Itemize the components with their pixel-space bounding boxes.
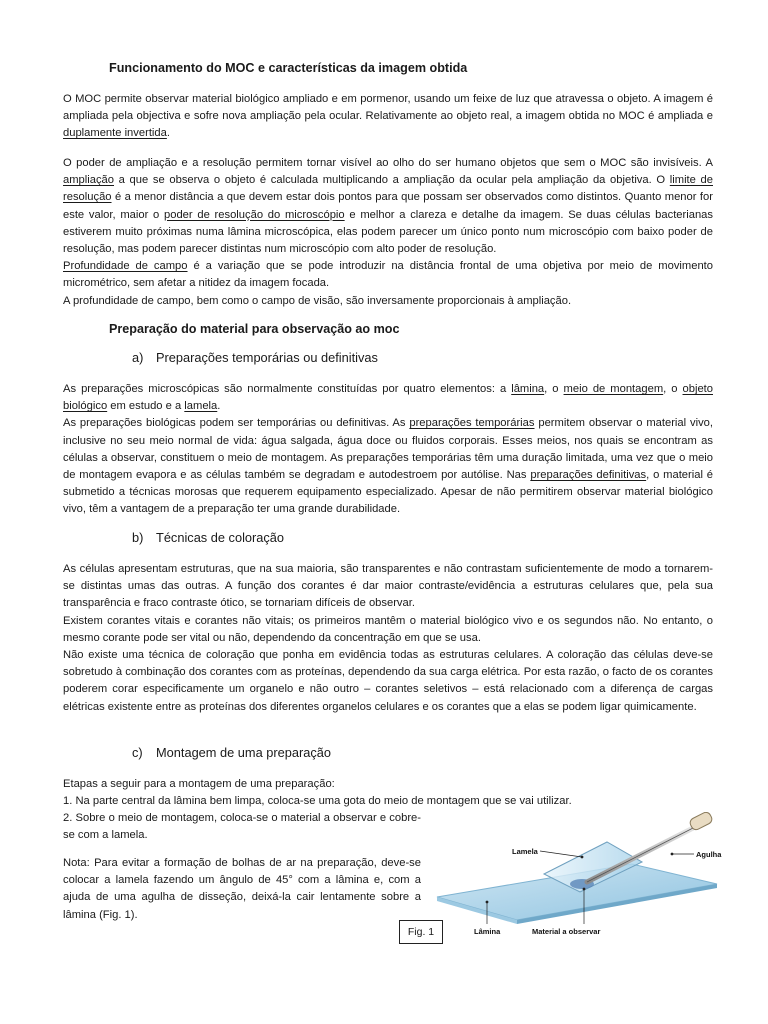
figure-label-lamela: Lamela bbox=[512, 847, 538, 856]
subheading-c: c) Montagem de uma preparação bbox=[132, 745, 331, 760]
figure-label-material: Material a observar bbox=[532, 927, 601, 936]
paragraph-tecnica-coloracao: Não existe uma técnica de coloração que ponha em evidência todas as estruturas celulares. A coloração das células deve-se sobretudo à combinação dos corantes com as proteínas, dependendo da sua carga elétrica. Por esta razão, o facto de os corantes poderem corar especificamente um organelo e não outro – corantes seletivos – está relacionado com a diferença de cargas elétricas existente entre as proteínas dos diferentes organelos celulares e os corantes que a elas se podem ligar quimicamente. bbox=[63, 649, 713, 713]
paragraph-proporcionais: A profundidade de campo, bem como o campo de visão, são inversamente proporcionais à ampliação. bbox=[63, 294, 572, 307]
list-item-step-2: 2. Sobre o meio de montagem, coloca-se o material a observar e cobre-se com a lamela. bbox=[63, 812, 421, 842]
paragraph-elementos: As preparações microscópicas são normalmente constituídas por quatro elementos: a lâmina, o meio de montagem, o objeto biológico em estudo e a lamela. bbox=[63, 383, 713, 413]
paragraph-block-preparacoes bbox=[63, 381, 713, 519]
paragraph-moc-intro: O MOC permite observar material biológico ampliado e em pormenor, usando um feixe de luz que atravessa o objeto. A imagem é ampliada pela objectiva e sofre nova ampliação pela ocular. Relativamente ao objeto real, a imagem obtida no MOC é ampliada e duplamente invertida. bbox=[63, 93, 713, 140]
paragraph-block-coloracao bbox=[63, 561, 713, 716]
paragraph-block-montagem bbox=[63, 776, 713, 810]
paragraph-nota: Nota: Para evitar a formação de bolhas de ar na preparação, deve-se colocar a lamela fazendo um ângulo de 45° com a lâmina e, com a ajuda de uma agulha de disseção, deixá-la cair lentamente sobre a lâmina (Fig. 1). bbox=[63, 857, 421, 921]
section-title-preparacao: Preparação do material para observação ao moc bbox=[109, 322, 400, 336]
figure-label-lamina: Lâmina bbox=[474, 927, 501, 936]
figure-label-agulha: Agulha bbox=[696, 850, 722, 859]
list-item-step-1: 1. Na parte central da lâmina bem limpa, coloca-se uma gota do meio de montagem que se vai utilizar. bbox=[63, 795, 572, 808]
paragraph-corantes-vitais: Existem corantes vitais e corantes não vitais; os primeiros mantêm o material biológico vivo e os segundos não. No entanto, o mesmo corante pode ser vital ou não, dependendo da concentração em que se usa. bbox=[63, 614, 713, 644]
subheading-b: b) Técnicas de coloração bbox=[132, 530, 285, 545]
paragraph-etapas: Etapas a seguir para a montagem de uma preparação: bbox=[63, 778, 335, 790]
section-title: Funcionamento do MOC e características da imagem obtida bbox=[109, 61, 468, 75]
figure-slide-illustration bbox=[432, 812, 722, 942]
subheading-a: a) Preparações temporárias ou definitivas bbox=[132, 350, 378, 365]
paragraph-temporarias-definitivas: As preparações biológicas podem ser temporárias ou definitivas. As preparações temporárias permitem observar o material vivo, inclusive no seu meio normal de vida: água salgada, água doce ou fluidos corporais. Esses meios, nos quais se encontram as células a observar, constituem o meio de montagem. As preparações temporárias têm uma duração limitada, uma vez que o meio de montagem evapora e as células também se degradam e autodestroem por autólise. Nas preparações definitivas, o material é submetido a técnicas morosas que requerem equipamento especializado. Apesar de não permitirem observar material biológico vivo, têm a vantagem de a preparação ter uma grande durabilidade. bbox=[63, 417, 714, 516]
paragraph-estruturas: As células apresentam estruturas, que na sua maioria, são transparentes e não contrastam suficientemente de modo a tornarem-se distintas umas das outras. A função dos corantes é dar maior contraste/evidência a estruturas celulares que, pela sua transparência e fraco contraste ótico, se tornariam difíceis de observar. bbox=[63, 563, 713, 610]
paragraph-block-resolution bbox=[63, 155, 713, 310]
paragraph-profundidade: Profundidade de campo é a variação que se pode introduzir na distância frontal de uma objetiva por meio de movimento micrométrico, sem afetar a nitidez da imagem focada. bbox=[63, 260, 714, 290]
paragraph-ampliacao: O poder de ampliação e a resolução permitem tornar visível ao olho do ser humano objetos que sem o MOC são invisíveis. A ampliação a que se observa o objeto é calculada multiplicando a ampliação da ocular pela ampliação da objetiva. O limite de resolução é a menor distância a que devem estar dois pontos para que possam ser observados como distintos. Quanto menor for este valor, maior o poder de resolução do microscópio e melhor a clareza e detalhe da imagem. Se duas células bacterianas estiverem muito próximas numa lâmina microscópica, elas podem parecer um único ponto num microscópio com baixo poder de resolução, mas podem parecer distintas num microscópio com alto poder de resolução. bbox=[63, 157, 713, 256]
figure-caption: Fig. 1 bbox=[399, 920, 443, 944]
